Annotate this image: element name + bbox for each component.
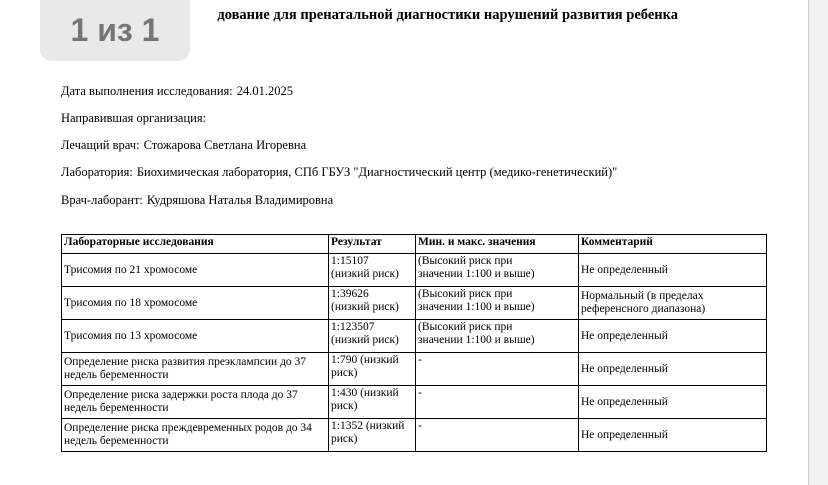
test-result: 1:1352 (низкий риск) <box>329 419 416 452</box>
test-reference: (Высокий риск при значении 1:100 и выше) <box>416 320 579 353</box>
field-label: Врач-лаборант: <box>61 193 143 207</box>
test-comment: Не определенный <box>579 254 767 287</box>
test-name: Определение риска преждевременных родов до 34 недель беременности <box>62 419 329 452</box>
test-reference: - <box>416 386 579 419</box>
header-result: Результат <box>329 235 416 254</box>
header-test: Лабораторные исследования <box>62 235 329 254</box>
test-name: Определение риска развития преэклампсии до 37 недель беременности <box>62 353 329 386</box>
field-exam-date <box>61 84 293 99</box>
table-row <box>62 353 767 386</box>
test-result: 1:790 (низкий риск) <box>329 353 416 386</box>
test-name: Определение риска задержки роста плода до 37 недель беременности <box>62 386 329 419</box>
test-reference: (Высокий риск при значении 1:100 и выше) <box>416 254 579 287</box>
test-comment: Не определенный <box>579 419 767 452</box>
results-table <box>61 234 767 452</box>
field-label: Дата выполнения исследования: <box>61 84 233 98</box>
field-lab-doctor <box>61 193 333 208</box>
table-row <box>62 254 767 287</box>
test-comment: Нормальный (в пределах референсного диапазона) <box>579 287 767 320</box>
field-value: 24.01.2025 <box>236 84 293 98</box>
test-result: 1:15107 (низкий риск) <box>329 254 416 287</box>
test-result: 1:430 (низкий риск) <box>329 386 416 419</box>
table-row <box>62 287 767 320</box>
field-label: Лаборатория: <box>61 165 133 179</box>
field-referring-org <box>61 111 210 126</box>
header-comment: Комментарий <box>579 235 767 254</box>
test-name: Трисомия по 21 хромосоме <box>62 254 329 287</box>
table-header-row <box>62 235 767 254</box>
field-doctor <box>61 138 306 153</box>
page-indicator: 1 из 1 <box>40 0 190 61</box>
table-row <box>62 419 767 452</box>
test-result: 1:123507 (низкий риск) <box>329 320 416 353</box>
test-comment: Не определенный <box>579 320 767 353</box>
table-row <box>62 386 767 419</box>
test-reference: - <box>416 419 579 452</box>
field-value: Стожарова Светлана Игоревна <box>143 138 307 152</box>
test-name: Трисомия по 18 хромосоме <box>62 287 329 320</box>
test-reference: - <box>416 353 579 386</box>
header-reference: Мин. и макс. значения <box>416 235 579 254</box>
test-reference: (Высокий риск при значении 1:100 и выше) <box>416 287 579 320</box>
test-result: 1:39626 (низкий риск) <box>329 287 416 320</box>
field-laboratory <box>61 165 617 180</box>
field-label: Направившая организация: <box>61 111 207 125</box>
test-name: Трисомия по 13 хромосоме <box>62 320 329 353</box>
field-value: Кудряшова Наталья Владимировна <box>146 193 334 207</box>
table-row <box>62 320 767 353</box>
test-comment: Не определенный <box>579 353 767 386</box>
field-label: Лечащий врач: <box>61 138 140 152</box>
document-title: дование для пренатальной диагностики нарушений развития ребенка <box>217 7 678 23</box>
test-comment: Не определенный <box>579 386 767 419</box>
field-value: Биохимическая лаборатория, СПб ГБУЗ "Диагностический центр (медико-генетический)" <box>136 165 618 179</box>
